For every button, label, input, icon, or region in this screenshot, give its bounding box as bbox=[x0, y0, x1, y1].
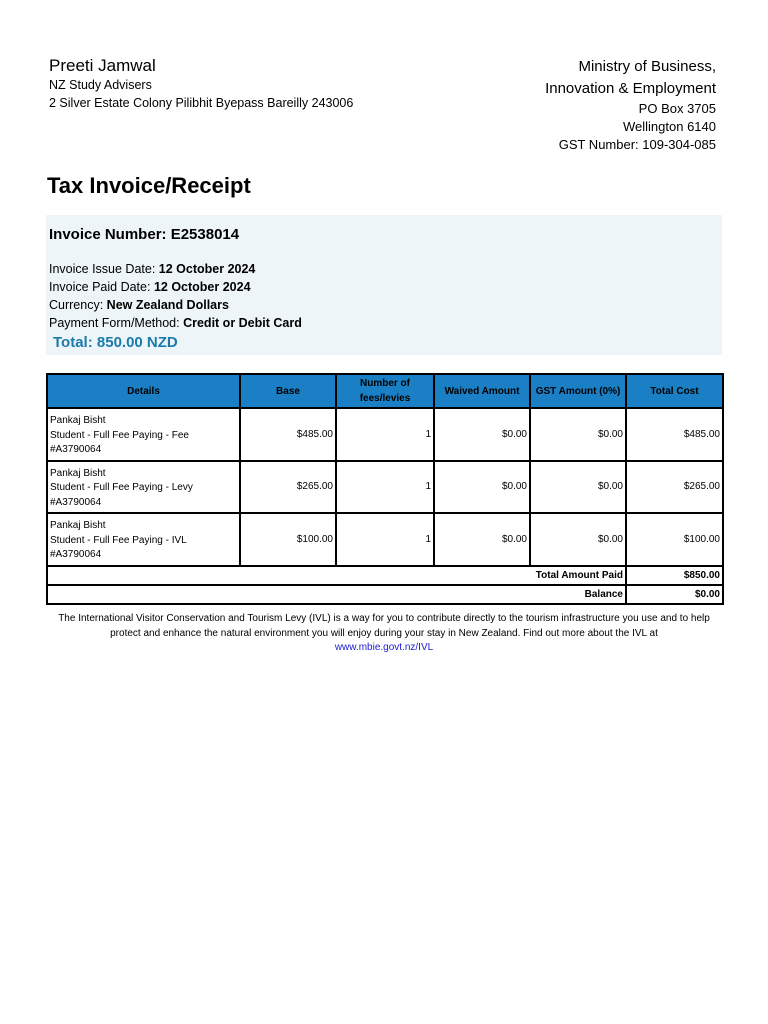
header-details: Details bbox=[47, 374, 240, 408]
balance-label: Balance bbox=[47, 585, 626, 604]
total-paid-value: $850.00 bbox=[626, 566, 723, 585]
count-cell: 1 bbox=[336, 513, 434, 566]
header-base: Base bbox=[240, 374, 336, 408]
recipient-po-box: PO Box 3705 bbox=[638, 101, 716, 116]
sender-company: NZ Study Advisers bbox=[49, 78, 152, 92]
invoice-details bbox=[49, 260, 302, 332]
paid-date-row bbox=[49, 278, 302, 296]
base-cell: $485.00 bbox=[240, 408, 336, 461]
balance-row bbox=[47, 585, 723, 604]
student-reference: #A3790064 bbox=[50, 444, 102, 455]
base-cell: $265.00 bbox=[240, 461, 336, 514]
gst-cell: $0.00 bbox=[530, 461, 626, 514]
student-reference: #A3790064 bbox=[50, 549, 102, 560]
table-row bbox=[47, 461, 723, 514]
header-total-cost: Total Cost bbox=[626, 374, 723, 408]
payment-method-row bbox=[49, 314, 302, 332]
fee-description: Student - Full Fee Paying - IVL bbox=[50, 534, 187, 546]
gst-cell: $0.00 bbox=[530, 408, 626, 461]
gst-cell: $0.00 bbox=[530, 513, 626, 566]
sender-address: 2 Silver Estate Colony Pilibhit Byepass Bareilly 243006 bbox=[49, 96, 354, 110]
invoice-total: Total: 850.00 NZD bbox=[53, 334, 178, 351]
total-paid-label: Total Amount Paid bbox=[47, 566, 626, 585]
student-name: Pankaj Bisht bbox=[50, 467, 106, 479]
invoice-info-panel bbox=[46, 215, 722, 355]
base-cell: $100.00 bbox=[240, 513, 336, 566]
waived-cell: $0.00 bbox=[434, 461, 530, 514]
ivl-info-link[interactable]: www.mbie.govt.nz/IVL bbox=[334, 642, 434, 653]
total-cost-cell: $485.00 bbox=[626, 408, 723, 461]
details-cell bbox=[47, 461, 240, 514]
issue-date-value: 12 October 2024 bbox=[158, 262, 256, 276]
total-cost-cell: $100.00 bbox=[626, 513, 723, 566]
count-cell: 1 bbox=[336, 408, 434, 461]
recipient-gst: GST Number: 109-304-085 bbox=[558, 137, 716, 152]
table-row bbox=[47, 513, 723, 566]
details-cell bbox=[47, 408, 240, 461]
currency-row bbox=[49, 296, 302, 314]
page-title: Tax Invoice/Receipt bbox=[47, 173, 251, 198]
paid-date-value: 12 October 2024 bbox=[153, 280, 251, 294]
currency-label: Currency: bbox=[49, 298, 104, 312]
issue-date-row bbox=[49, 260, 302, 278]
paid-date-label: Invoice Paid Date: bbox=[49, 280, 151, 294]
student-name: Pankaj Bisht bbox=[50, 415, 106, 426]
header-gst-amount: GST Amount (0%) bbox=[530, 374, 626, 408]
total-paid-row bbox=[47, 566, 723, 585]
recipient-city: Wellington 6140 bbox=[623, 119, 716, 134]
waived-cell: $0.00 bbox=[434, 408, 530, 461]
recipient-name-line1: Ministry of Business, bbox=[578, 58, 716, 75]
sender-block bbox=[49, 56, 353, 112]
recipient-name-line2: Innovation & Employment bbox=[545, 80, 716, 97]
total-cost-cell: $265.00 bbox=[626, 461, 723, 514]
waived-cell: $0.00 bbox=[434, 513, 530, 566]
header-number-of-fees: Number of fees/levies bbox=[336, 374, 434, 408]
currency-value: New Zealand Dollars bbox=[106, 298, 229, 312]
table-row bbox=[47, 408, 723, 461]
payment-method-value: Credit or Debit Card bbox=[183, 316, 302, 330]
invoice-number: Invoice Number: E2538014 bbox=[49, 226, 240, 243]
issue-date-label: Invoice Issue Date: bbox=[49, 262, 156, 276]
count-cell: 1 bbox=[336, 461, 434, 514]
ivl-footer-note bbox=[46, 612, 722, 656]
payment-method-label: Payment Form/Method: bbox=[49, 316, 180, 330]
details-cell bbox=[47, 513, 240, 566]
sender-name: Preeti Jamwal bbox=[49, 56, 156, 75]
header-waived-amount: Waived Amount bbox=[434, 374, 530, 408]
student-reference: #A3790064 bbox=[50, 496, 102, 508]
ivl-footer-text: The International Visitor Conservation and Tourism Levy (IVL) is a way for you to contribute directly to the tourism infrastructure you use and to help protect and enhance the natural environment you will enjoy during your stay in New Zealand. Find out more about the IVL at bbox=[58, 613, 710, 639]
student-name: Pankaj Bisht bbox=[50, 520, 106, 531]
table-header-row bbox=[47, 374, 723, 408]
invoice-items-table bbox=[46, 373, 724, 605]
balance-value: $0.00 bbox=[626, 585, 723, 604]
fee-description: Student - Full Fee Paying - Fee bbox=[50, 429, 189, 441]
recipient-block bbox=[545, 56, 716, 154]
fee-description: Student - Full Fee Paying - Levy bbox=[50, 482, 193, 493]
